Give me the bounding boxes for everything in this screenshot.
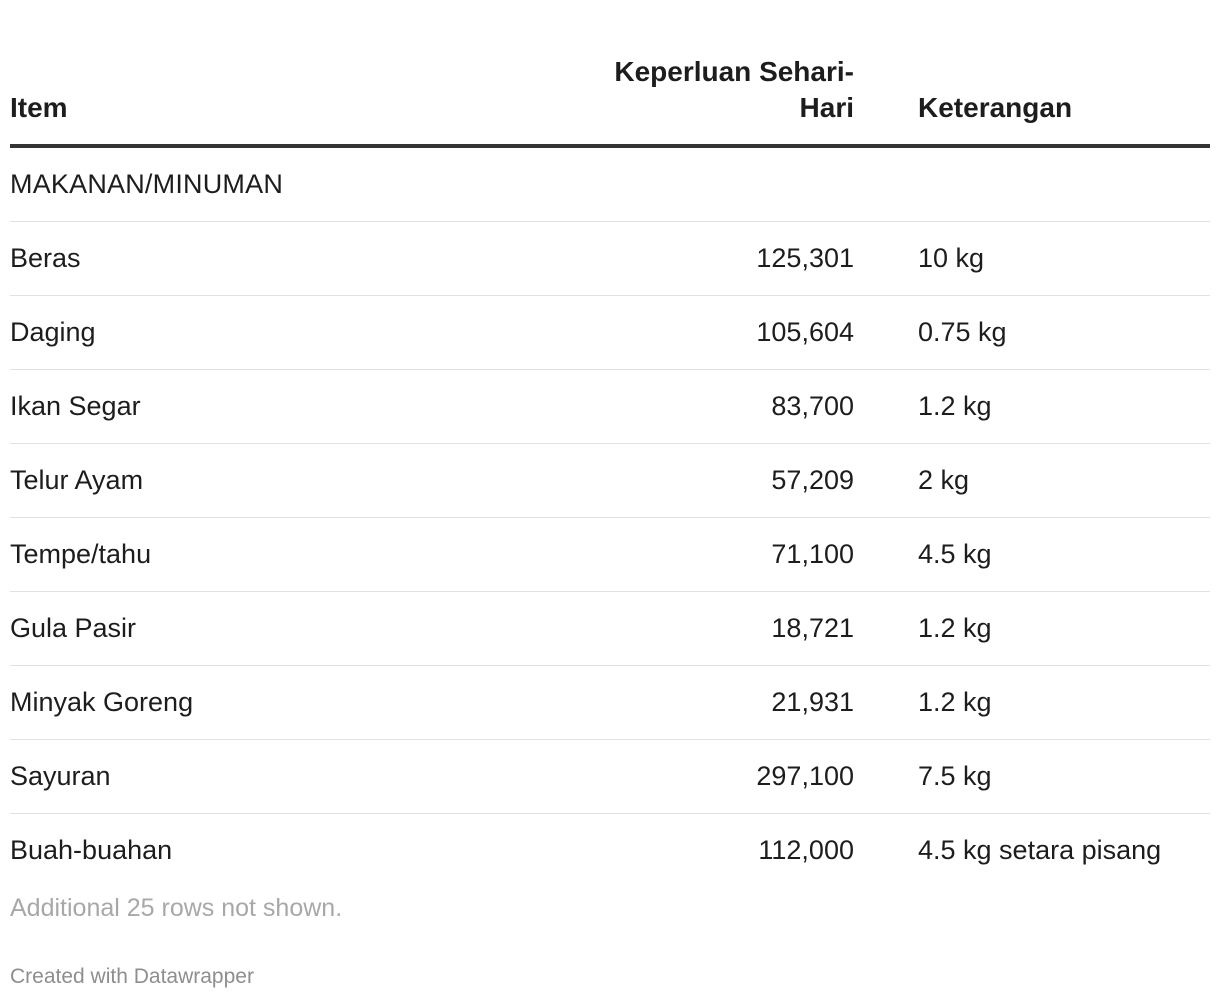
table-row [10, 296, 1210, 370]
table-row [10, 518, 1210, 592]
cell-item: Gula Pasir [10, 592, 600, 666]
cell-daily-need [600, 146, 854, 222]
more-rows-note: Additional 25 rows not shown. [10, 894, 343, 922]
table-row [10, 814, 1210, 888]
data-table-container [10, 0, 1210, 887]
cell-daily-need: 71,100 [600, 518, 854, 592]
table-row [10, 592, 1210, 666]
cell-daily-need: 83,700 [600, 370, 854, 444]
cell-daily-need: 57,209 [600, 444, 854, 518]
cell-daily-need: 112,000 [758, 835, 854, 865]
cell-note: 4.5 kg setara pisang [918, 835, 1162, 865]
cell-daily-need: 297,100 [600, 740, 854, 814]
cell-daily-need: 105,604 [600, 296, 854, 370]
table-header-row [10, 0, 1210, 146]
cell-item: Minyak Goreng [10, 666, 600, 740]
cell-item: Buah-buahan [10, 835, 173, 865]
cell-note: 1.2 kg [854, 370, 1210, 444]
cell-item: Ikan Segar [10, 370, 600, 444]
cell-note: 0.75 kg [854, 296, 1210, 370]
table-row [10, 666, 1210, 740]
cell-note [854, 146, 1210, 222]
cell-note: 2 kg [854, 444, 1210, 518]
cell-daily-need: 125,301 [600, 222, 854, 296]
cell-item: Sayuran [10, 740, 600, 814]
cell-item: MAKANAN/MINUMAN [10, 146, 600, 222]
column-header-item[interactable]: Item [10, 0, 600, 146]
cell-item: Tempe/tahu [10, 518, 600, 592]
cell-note: 4.5 kg [854, 518, 1210, 592]
table-row [10, 444, 1210, 518]
datawrapper-credit: Created with Datawrapper [10, 965, 254, 988]
data-table [10, 0, 1210, 887]
table-row [10, 370, 1210, 444]
cell-daily-need: 18,721 [600, 592, 854, 666]
table-row [10, 222, 1210, 296]
cell-daily-need: 21,931 [600, 666, 854, 740]
cell-note: 10 kg [854, 222, 1210, 296]
cell-note: 1.2 kg [854, 666, 1210, 740]
cell-item: Beras [10, 222, 600, 296]
table-body [10, 146, 1210, 887]
table-row [10, 740, 1210, 814]
cell-note: 7.5 kg [854, 740, 1210, 814]
cell-note: 1.2 kg [854, 592, 1210, 666]
column-header-note[interactable]: Keterangan [854, 0, 1210, 146]
cell-item: Telur Ayam [10, 444, 600, 518]
column-header-daily-need[interactable]: Keperluan Sehari-Hari [600, 0, 854, 146]
cell-item: Daging [10, 296, 600, 370]
section-row [10, 146, 1210, 222]
